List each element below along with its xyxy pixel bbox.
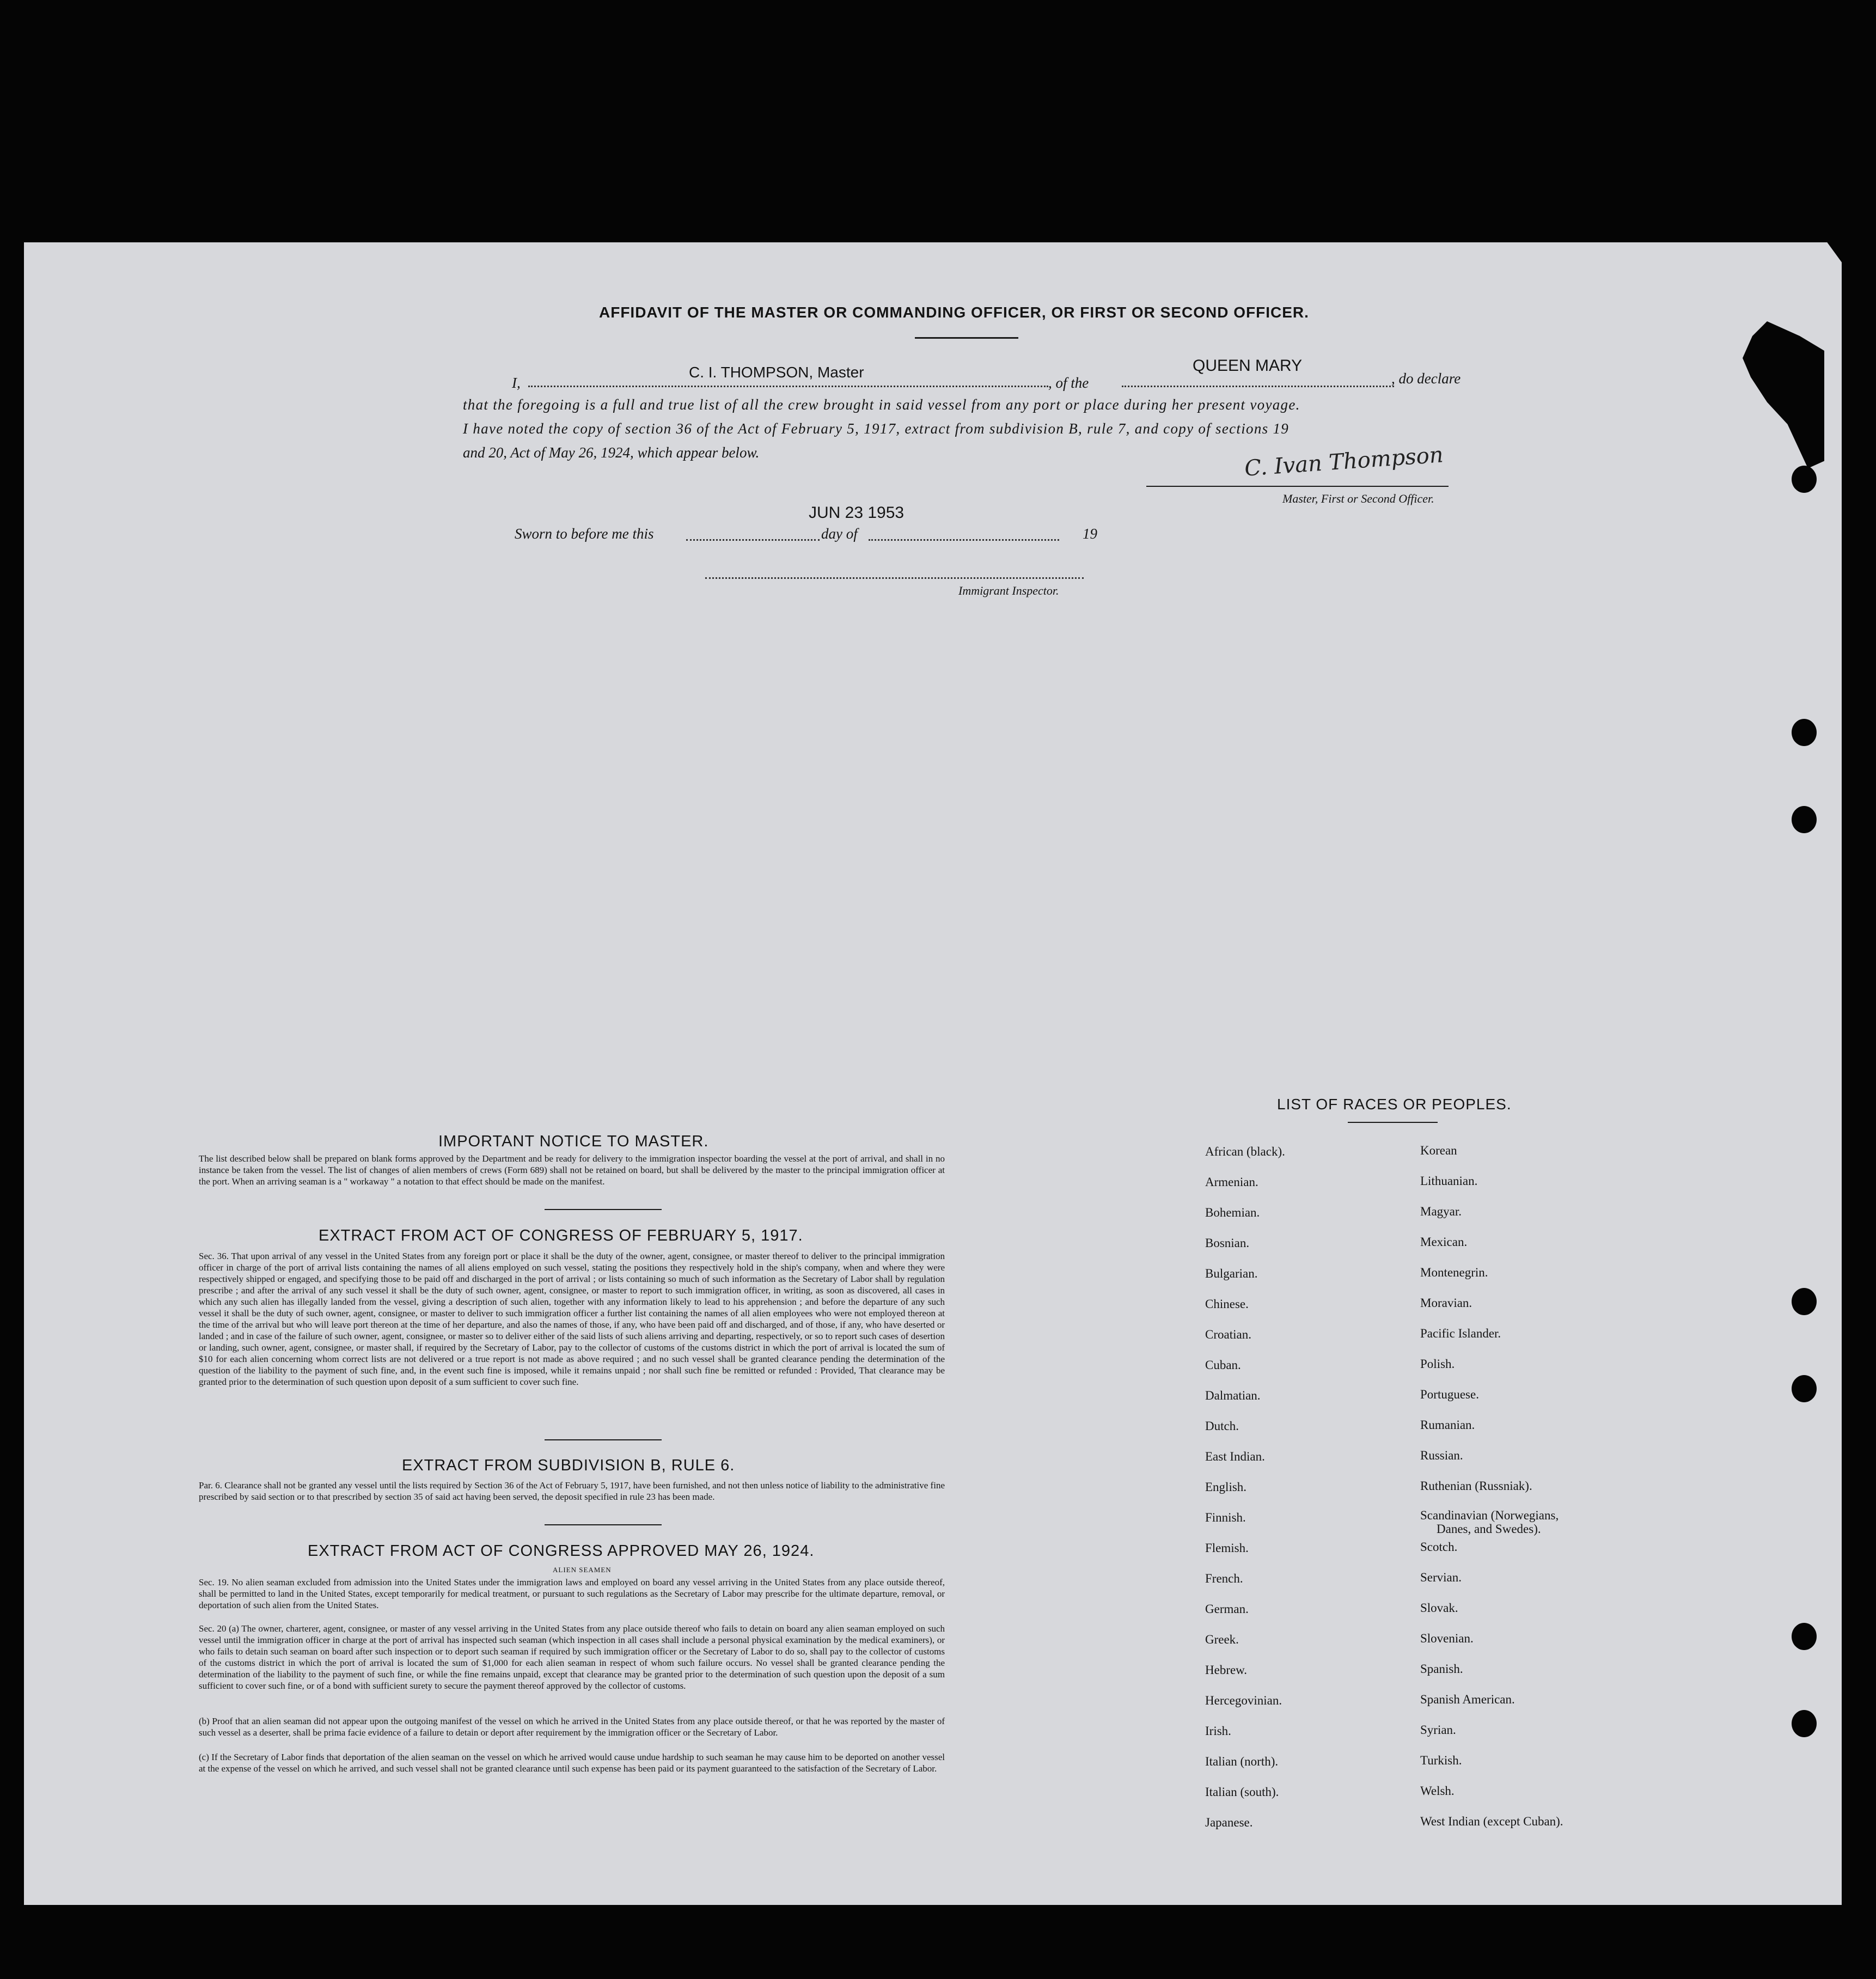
extract-1917-title: EXTRACT FROM ACT OF CONGRESS OF FEBRUARY 5, 1917. <box>319 1227 803 1244</box>
binder-hole <box>1792 1288 1817 1315</box>
race-item: Greek. <box>1205 1633 1239 1646</box>
race-item: Moravian. <box>1420 1296 1472 1310</box>
race-item: Slovenian. <box>1420 1632 1474 1645</box>
race-item: West Indian (except Cuban). <box>1420 1815 1563 1828</box>
sworn-month-line <box>869 539 1059 541</box>
race-item: Finnish. <box>1205 1511 1246 1524</box>
race-item: English. <box>1205 1480 1247 1494</box>
race-item: Dutch. <box>1205 1419 1239 1433</box>
affidavit-line-3: I have noted the copy of section 36 of the Act of February 5, 1917, extract from subdivision B, rule 7, and copy of sections 19 <box>463 420 1290 437</box>
race-item: Chinese. <box>1205 1297 1249 1311</box>
race-item: Italian (north). <box>1205 1755 1279 1768</box>
binder-hole <box>1792 466 1817 493</box>
race-item: Armenian. <box>1205 1175 1258 1189</box>
race-item: African (black). <box>1205 1145 1285 1158</box>
race-item: French. <box>1205 1572 1243 1585</box>
extract-1924-sec20b: (b) Proof that an alien seaman did not appear upon the outgoing manifest of the vessel on which he arrived in the United States from any place outside thereof, or that he was reported by the master of such vessel as a deserter, shall be prima facie evidence of a failure to detain or deport after requirement by the immigration officer or the Secretary of Labor. <box>199 1716 945 1738</box>
race-item: Spanish. <box>1420 1662 1463 1676</box>
subdivision-b-title: EXTRACT FROM SUBDIVISION B, RULE 6. <box>402 1457 735 1474</box>
race-item: Magyar. <box>1420 1205 1462 1218</box>
races-divider <box>1348 1122 1438 1123</box>
extract-1924-title: EXTRACT FROM ACT OF CONGRESS APPROVED MAY 26, 1924. <box>308 1542 815 1560</box>
race-item: Bulgarian. <box>1205 1267 1258 1280</box>
extract-1917-divider <box>545 1439 662 1440</box>
master-name-line <box>528 386 1048 387</box>
race-item: Italian (south). <box>1205 1785 1279 1799</box>
race-item: Welsh. <box>1420 1784 1455 1798</box>
race-item: Servian. <box>1420 1571 1462 1584</box>
race-item: Slovak. <box>1420 1601 1458 1615</box>
signature-caption: Master, First or Second Officer. <box>1282 492 1434 505</box>
race-item: Japanese. <box>1205 1816 1253 1829</box>
vessel-name: QUEEN MARY <box>1193 357 1303 375</box>
extract-1924-sec20c: (c) If the Secretary of Labor finds that deportation of the alien seaman on the vessel on which he arrived would cause undue hardship to such seaman he may cause him to be deported on another vessel at the expense of the vessel on which he arrived, and such vessel shall not be granted clearance until such expense has been paid or its payment guaranteed to the satisfaction of the Secretary of Labor. <box>199 1752 945 1774</box>
binder-hole <box>1792 719 1817 746</box>
of-the-label: , of the <box>1048 375 1089 391</box>
race-item: East Indian. <box>1205 1450 1265 1463</box>
affidavit-line-2: that the foregoing is a full and true list of all the crew brought in said vessel from any port or place during her present voyage. <box>463 396 1300 413</box>
affidavit-line-4: and 20, Act of May 26, 1924, which appear below. <box>463 444 760 461</box>
race-item: Syrian. <box>1420 1723 1456 1737</box>
race-item: Turkish. <box>1420 1754 1462 1767</box>
extract-1924-sec20a: Sec. 20 (a) The owner, charterer, agent, consignee, or master of any vessel arriving in the United States from any place outside thereof who fails to detain on board any alien seaman employed on such vessel until the immigration officer in charge at the port of arrival has inspected such seaman (which inspection in all cases shall include a personal physical examination by the medical examiners), or who fails to detain such seaman on board after such inspection or to deport such seaman if required by such immigration officer or the Secretary of Labor to do so, shall pay to the collector of customs of the customs district in which the port of arrival is located the sum of $1,000 for each alien seaman in respect of whom such failure occurs. No vessel shall be granted clearance pending the determination of the liability to the payment of such fine, or while the fine remains unpaid, except that clearance may be granted prior to the determination of such question upon the deposit of a sum sufficient to cover such fine, or of a bond with sufficient surety to secure the payment thereof approved by the collector of customs. <box>199 1623 945 1691</box>
race-item: Hercegovinian. <box>1205 1694 1282 1707</box>
race-item-continuation: Danes, and Swedes). <box>1437 1522 1541 1536</box>
binder-hole <box>1792 1375 1817 1402</box>
race-item: Mexican. <box>1420 1235 1468 1249</box>
inspector-signature-line <box>705 577 1084 579</box>
race-item: Irish. <box>1205 1724 1231 1738</box>
race-item: Portuguese. <box>1420 1388 1479 1401</box>
notice-title: IMPORTANT NOTICE TO MASTER. <box>438 1133 709 1150</box>
subdivision-b-body: Par. 6. Clearance shall not be granted any vessel until the lists required by Section 36 of the Act of February 5, 1917, have been furnished, and not then unless notice of liability to the administrative fine prescribed by said section or to that prescribed by section 35 of said act having been served, the deposit specified in rule 23 has been made. <box>199 1480 945 1502</box>
race-item: German. <box>1205 1602 1249 1616</box>
race-item: Pacific Islander. <box>1420 1327 1501 1340</box>
race-item: Rumanian. <box>1420 1418 1475 1432</box>
race-item: Croatian. <box>1205 1328 1251 1341</box>
race-item: Korean <box>1420 1144 1457 1157</box>
sworn-date-stamp: JUN 23 1953 <box>809 504 905 522</box>
inspector-caption: Immigrant Inspector. <box>958 584 1059 597</box>
signature-line <box>1146 486 1449 487</box>
race-item: Scotch. <box>1420 1540 1458 1554</box>
race-item: Lithuanian. <box>1420 1174 1478 1188</box>
affidavit-title: AFFIDAVIT OF THE MASTER OR COMMANDING OFFICER, OR FIRST OR SECOND OFFICER. <box>599 304 1309 321</box>
year-prefix: 19 <box>1083 526 1097 542</box>
do-declare-label: , do declare <box>1391 370 1461 387</box>
race-item: Hebrew. <box>1205 1663 1248 1677</box>
sworn-text: Sworn to before me this <box>515 526 654 542</box>
notice-body: The list described below shall be prepared on blank forms approved by the Department and be ready for delivery to the immigration inspector boarding the vessel at the port of arrival, and shall in no instance be taken from the vessel. The list of changes of alien members of crews (Form 689) shall not be retained on board, but shall be delivered by the master to the principal immigration officer at the port. When an arriving seaman is a " workaway " a notation to that effect should be made on the manifest. <box>199 1153 945 1187</box>
title-underline <box>915 337 1018 339</box>
extract-1924-sec19: Sec. 19. No alien seaman excluded from admission into the United States under the immigration laws and employed on board any vessel arriving in the United States from any place outside thereof, shall be permitted to land in the United States, except temporarily for medical treatment, or pursuant to such regulations as the Secretary of Labor may prescribe for the ultimate departure, removal, or deportation of such alien from the United States. <box>199 1577 945 1610</box>
race-item: Scandinavian (Norwegians, <box>1420 1508 1559 1522</box>
vessel-name-line <box>1122 386 1394 387</box>
subdivision-b-divider <box>545 1524 662 1525</box>
race-item: Flemish. <box>1205 1541 1249 1555</box>
master-signature: C. Ivan Thompson <box>1243 442 1444 481</box>
i-label: I, <box>512 375 521 391</box>
master-name: C. I. THOMPSON, Master <box>689 364 864 381</box>
race-item: Bohemian. <box>1205 1206 1260 1219</box>
race-item: Bosnian. <box>1205 1236 1250 1250</box>
race-item: Dalmatian. <box>1205 1389 1261 1402</box>
binder-hole <box>1792 806 1817 833</box>
race-item: Russian. <box>1420 1449 1463 1462</box>
notice-divider <box>545 1209 662 1210</box>
race-item: Ruthenian (Russniak). <box>1420 1479 1532 1493</box>
sworn-day-line <box>686 539 820 541</box>
day-of-label: day of <box>821 526 858 542</box>
binder-hole <box>1792 1710 1817 1737</box>
races-title: LIST OF RACES OR PEOPLES. <box>1277 1096 1512 1113</box>
alien-seamen-subtitle: ALIEN SEAMEN <box>553 1566 612 1574</box>
binder-hole <box>1792 1623 1817 1650</box>
race-item: Polish. <box>1420 1357 1455 1371</box>
extract-1917-body: Sec. 36. That upon arrival of any vessel in the United States from any foreign port or place it shall be the duty of the owner, agent, consignee, or master thereof to deliver to the principal immigration officer in charge of the port of arrival lists containing the names of all aliens employed on such vessel, stating the positions they respectively hold in the ship's company, when and where they were respectively shipped or engaged, and specifying those to be paid off and discharged in the port of arrival ; or lists containing so much of such information as the Secretary of Labor shall by regulation prescribe ; and after the arrival of any such vessel it shall be the duty of such owner, agent, consignee, or master to report to such immigration officer, in writing, as soon as discovered, all cases in which any such alien has illegally landed from the vessel, giving a description of such alien, together with any information likely to lead to his apprehension ; and before the departure of any such vessel it shall be the duty of such owner, agent, consignee, or master to deliver to such immigration officer a further list containing the names of all alien employees who were not employed thereon at the time of the arrival but who will leave port thereon at the time of her departure, and also the names of those, if any, who have been paid off and discharged, and of those, if any, who have deserted or landed ; and in case of the failure of such owner, agent, consignee, or master so to deliver either of the said lists of such aliens arriving and departing, respectively, or so to report such cases of desertion or landing, such owner, agent, consignee, or master shall, if required by the Secretary of Labor, pay to the collector of customs of the customs district in which the port of arrival is located the sum of $10 for each alien concerning whom correct lists are not delivered or a true report is not made as above required ; and no such vessel shall be granted clearance pending the determination of the question of the liability to the payment of such fine, and, in the event such fine is imposed, while it remains unpaid ; nor shall such fine be remitted or refunded : Provided, That clearance may be granted prior to the determination of such question upon deposit of a sum sufficient to cover such fine. <box>199 1251 945 1387</box>
race-item: Cuban. <box>1205 1358 1241 1372</box>
race-item: Montenegrin. <box>1420 1266 1488 1279</box>
race-item: Spanish American. <box>1420 1693 1515 1706</box>
